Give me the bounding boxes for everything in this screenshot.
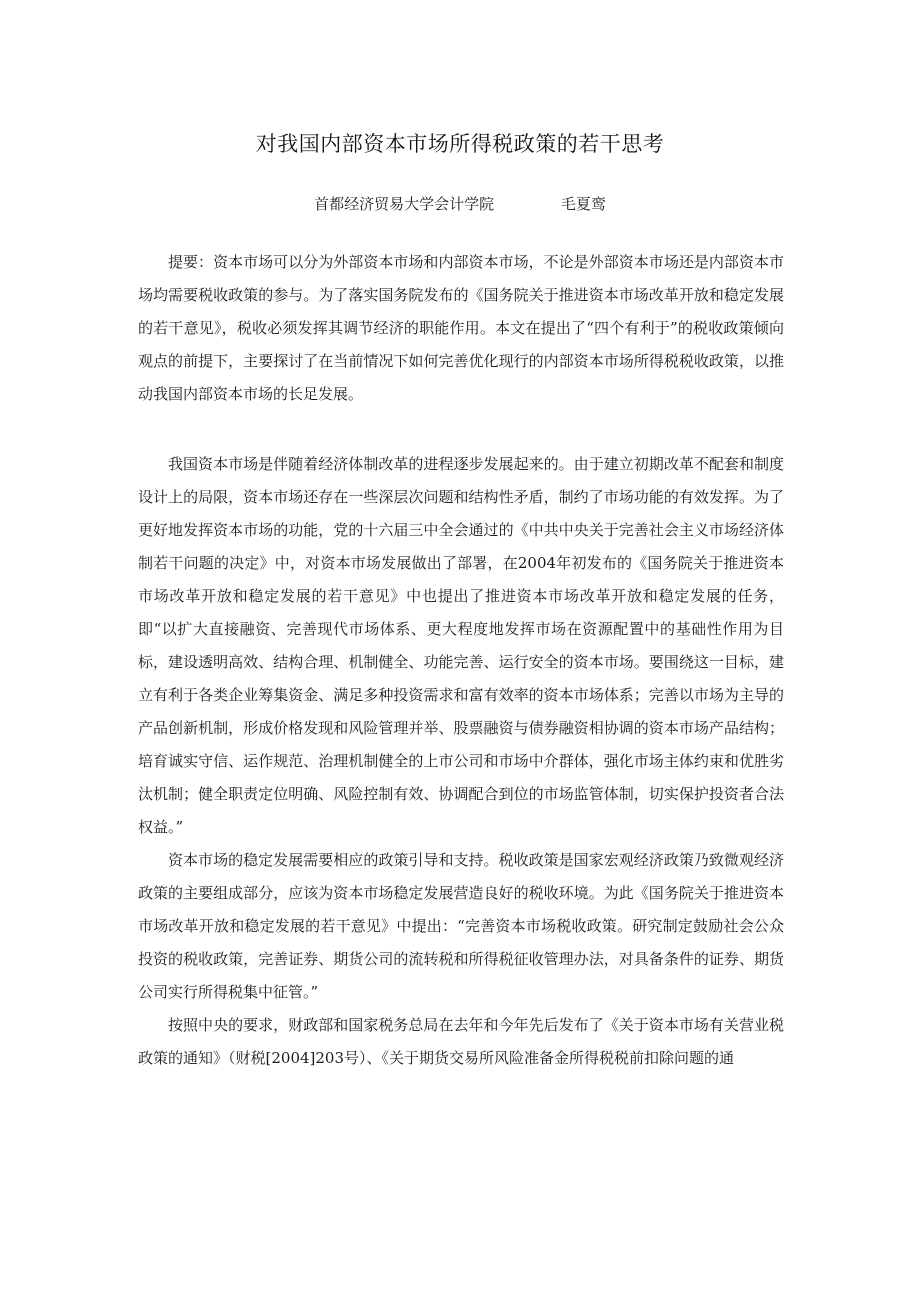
body-paragraph: 我国资本市场是伴随着经济体制改革的进程逐步发展起来的。由于建立初期改革不配套和制度设计上的局限，资本市场还存在一些深层次问题和结构性矛盾，制约了市场功能的有效发挥。为了更好地发挥资本市场的功能，党的十六届三中全会通过的《中共中央关于完善社会主义市场经济体制若干问题的决定》中，对资本市场发展做出了部署，在2004年初发布的《国务院关于推进资本市场改革开放和稳定发展的若干意见》中也提出了推进资本市场改革开放和稳定发展的任务，即“以扩大直接融资、完善现代市场体系、更大程度地发挥市场在资源配置中的基础性作用为目标，建设透明高效、结构合理、机制健全、功能完善、运行安全的资本市场。要围绕这一目标，建立有利于各类企业筹集资金、满足多种投资需求和富有效率的资本市场体系；完善以市场为主导的产品创新机制，形成价格发现和风险管理并举、股票融资与债券融资相协调的资本市场产品结构；培育诚实守信、运作规范、治理机制健全的上市公司和市场中介群体，强化市场主体约束和优胜劣汰机制；健全职责定位明确、风险控制有效、协调配合到位的市场监管体制，切实保护投资者合法权益。” [138, 455, 784, 836]
abstract-section [138, 246, 784, 411]
body-paragraph: 按照中央的要求，财政部和国家税务总局在去年和今年先后发布了《关于资本市场有关营业税政策的通知》（财税[2004]203号）、《关于期货交易所风险准备金所得税税前扣除问题的通 [138, 1016, 784, 1067]
body-section [138, 448, 784, 1075]
author-name: 毛夏鸾 [560, 195, 606, 213]
abstract-paragraph: 提要：资本市场可以分为外部资本市场和内部资本市场，不论是外部资本市场还是内部资本市场均需要税收政策的参与。为了落实国务院发布的《国务院关于推进资本市场改革开放和稳定发展的若干意见》，税收必须发挥其调节经济的职能作用。本文在提出了“四个有利于”的税收政策倾向观点的前提下，主要探讨了在当前情况下如何完善优化现行的内部资本市场所得税税收政策，以推动我国内部资本市场的长足发展。 [138, 253, 784, 403]
body-paragraph: 资本市场的稳定发展需要相应的政策引导和支持。税收政策是国家宏观经济政策乃致微观经济政策的主要组成部分，应该为资本市场稳定发展营造良好的税收环境。为此《国务院关于推进资本市场改革开放和稳定发展的若干意见》中提出：“完善资本市场税收政策。研究制定鼓励社会公众投资的税收政策，完善证券、期货公司的流转税和所得税征收管理办法，对具备条件的证券、期货公司实行所得税集中征管。” [138, 851, 784, 1001]
author-institution: 首都经济贸易大学会计学院 [314, 195, 495, 213]
byline [0, 193, 920, 214]
document-title: 对我国内部资本市场所得税政策的若干思考 [255, 132, 665, 156]
